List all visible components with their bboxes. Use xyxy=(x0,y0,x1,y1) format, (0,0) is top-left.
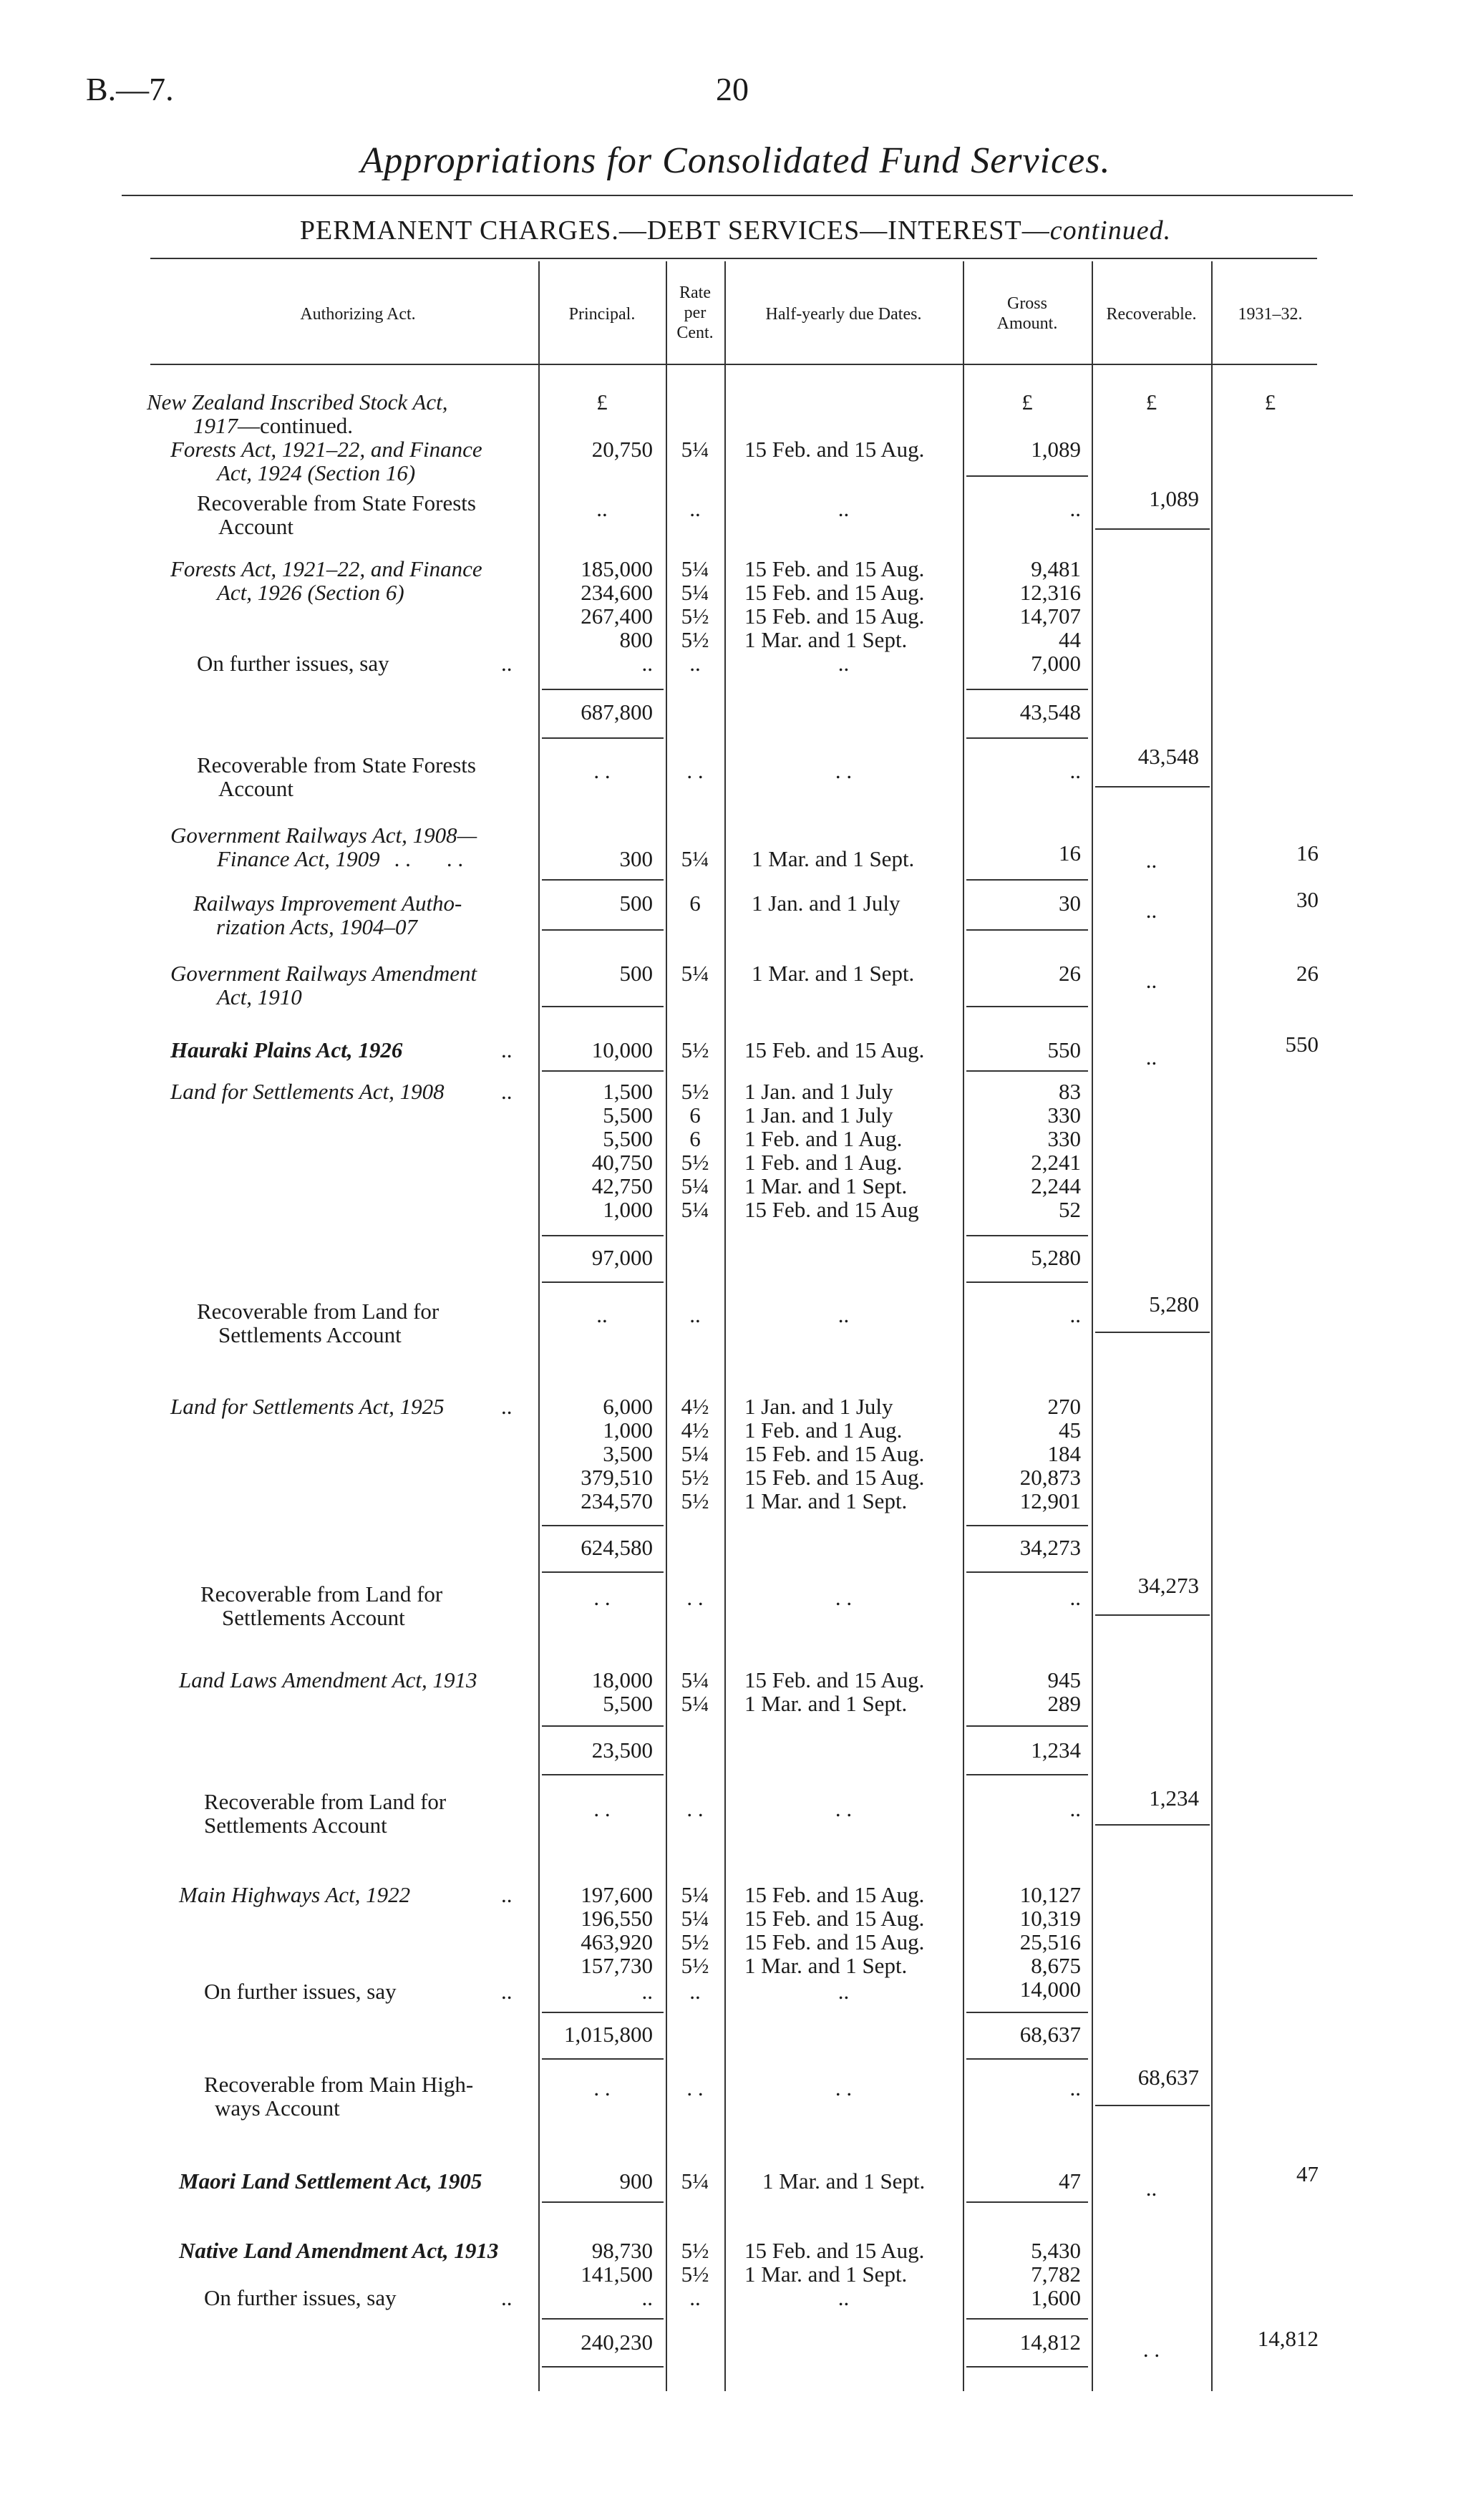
principal-value: 500 xyxy=(619,891,653,916)
act-government-railways-1908: Government Railways Act, 1908— Finance Act, 1909 . . . . xyxy=(170,823,477,871)
principal-underline xyxy=(542,1525,664,1526)
currency-principal: £ xyxy=(596,389,608,415)
dots: .. xyxy=(689,2285,701,2310)
principal-values: 197,600 196,550 463,920 157,730 xyxy=(581,1882,653,1978)
dots: . . xyxy=(686,758,704,783)
dots: .. xyxy=(596,1302,608,1327)
due-dates: 15 Feb. and 15 Aug. xyxy=(744,1037,925,1062)
gross-amount: 16 xyxy=(1059,840,1081,866)
gross-underline xyxy=(966,2058,1088,2060)
dots: .. xyxy=(1145,1045,1157,1070)
recoverable-amount: 1,234 xyxy=(1149,1785,1199,1811)
act-maori-land-settlement: Maori Land Settlement Act, 1905 xyxy=(179,2168,482,2194)
title-rule xyxy=(122,195,1353,196)
principal-total: 240,230 xyxy=(581,2330,653,2355)
rate-value: 5¼ xyxy=(681,846,709,871)
gross-total: 43,548 xyxy=(1019,699,1081,724)
principal-underline xyxy=(542,1571,664,1573)
gross-underline xyxy=(966,1006,1088,1007)
gross-amounts: 9,481 12,316 14,707 44 7,000 xyxy=(1019,556,1081,676)
document-reference: B.—7. xyxy=(86,71,174,107)
gross-amounts: 5,430 7,782 1,600 xyxy=(1031,2238,1081,2310)
further-issues-label: On further issues, say xyxy=(204,1979,397,2004)
dots: . . xyxy=(835,1796,853,1821)
principal-underline xyxy=(542,689,664,690)
gross-amount: 47 xyxy=(1059,2168,1081,2194)
act-land-for-settlements-1925: Land for Settlements Act, 1925 xyxy=(170,1394,445,1419)
gross-underline xyxy=(966,1571,1088,1573)
gross-underline xyxy=(966,2366,1088,2368)
principal-total: 23,500 xyxy=(591,1738,653,1763)
table-top-rule xyxy=(150,258,1317,259)
gross-underline xyxy=(966,1774,1088,1775)
dots: .. xyxy=(1069,758,1081,783)
gross-underline xyxy=(966,475,1088,477)
gross-underline xyxy=(966,1725,1088,1727)
gross-total: 68,637 xyxy=(1019,2022,1081,2047)
due-dates: 15 Feb. and 15 Aug. 1 Mar. and 1 Sept. xyxy=(744,2238,925,2287)
gross-amounts: 10,127 10,319 25,516 8,675 14,000 xyxy=(1019,1882,1081,2002)
dots: .. xyxy=(838,1302,850,1327)
rate-values: 5½ 5½ xyxy=(681,2238,709,2287)
principal-underline xyxy=(542,879,664,881)
dots: .. xyxy=(838,1979,850,2004)
page-number: 20 xyxy=(716,71,749,107)
dots: .. xyxy=(1069,496,1081,521)
dots: . . xyxy=(593,758,611,783)
act-forests-1924: Forests Act, 1921–22, and Finance Act, 1924 (Section 16) xyxy=(170,437,482,485)
recoverable-amount: 5,280 xyxy=(1149,1292,1199,1317)
recoverable-underline xyxy=(1095,1824,1210,1826)
due-dates: 15 Feb. and 15 Aug. 1 Mar. and 1 Sept. xyxy=(744,1667,925,1716)
dots: .. xyxy=(689,1979,701,2004)
gross-underline xyxy=(966,1525,1088,1526)
due-dates: 15 Feb. and 15 Aug. 15 Feb. and 15 Aug. 15 Feb. and 15 Aug. 1 Mar. and 1 Sept. xyxy=(744,1882,925,1978)
rate-values: 5¼ 5¼ 5½ 5½ xyxy=(681,1882,709,1978)
principal-underline xyxy=(542,2012,664,2013)
due-dates: 1 Mar. and 1 Sept. xyxy=(752,961,915,986)
gross-underline xyxy=(966,929,1088,931)
gross-total: 14,812 xyxy=(1019,2330,1081,2355)
due-dates: 15 Feb. and 15 Aug. 15 Feb. and 15 Aug. 15 Feb. and 15 Aug. 1 Mar. and 1 Sept. xyxy=(744,556,925,652)
leader-dots: .. xyxy=(501,1037,513,1062)
gross-total: 34,273 xyxy=(1019,1535,1081,1560)
principal-underline xyxy=(542,2201,664,2203)
rate-value: 5¼ xyxy=(681,437,709,462)
gross-amounts: 270 45 184 20,873 12,901 xyxy=(1019,1394,1081,1513)
act-main-highways: Main Highways Act, 1922 xyxy=(179,1882,411,1907)
principal-value: 300 xyxy=(619,846,653,871)
leader-dots: .. xyxy=(501,1979,513,2004)
dots: .. xyxy=(1069,1796,1081,1821)
due-dates: 1 Jan. and 1 July 1 Jan. and 1 July 1 Feb. and 1 Aug. 1 Feb. and 1 Aug. 1 Mar. and 1 Sept. 15 Feb. and 15 Aug xyxy=(744,1079,919,1222)
recoverable-amount: 34,273 xyxy=(1137,1573,1199,1598)
principal-underline xyxy=(542,1235,664,1236)
dots: . . xyxy=(593,1796,611,1821)
recoverable-underline xyxy=(1095,786,1210,788)
gross-underline xyxy=(966,1235,1088,1236)
dots: .. xyxy=(1069,1302,1081,1327)
principal-underline xyxy=(542,1774,664,1775)
principal-value: 20,750 xyxy=(591,437,653,462)
gross-underline xyxy=(966,2012,1088,2013)
col-header-principal: Principal. xyxy=(568,305,636,324)
principal-total: 624,580 xyxy=(581,1535,653,1560)
dots: .. xyxy=(1145,968,1157,993)
act-hauraki-plains: Hauraki Plains Act, 1926 xyxy=(170,1037,403,1062)
page-title: Appropriations for Consolidated Fund Services. xyxy=(360,140,1111,181)
dots: .. xyxy=(1145,848,1157,873)
leader-dots: .. xyxy=(501,1079,513,1104)
dots: . . xyxy=(835,2075,853,2100)
col-divider-year xyxy=(1211,261,1213,2391)
rate-values: 5¼ 5¼ xyxy=(681,1667,709,1716)
principal-underline xyxy=(542,1725,664,1727)
col-header-act: Authorizing Act. xyxy=(300,305,416,324)
gross-underline xyxy=(966,737,1088,739)
further-issues-label: On further issues, say xyxy=(204,2285,397,2310)
recoverable-underline xyxy=(1095,1614,1210,1616)
principal-underline xyxy=(542,2318,664,2320)
gross-underline xyxy=(966,689,1088,690)
col-header-recoverable: Recoverable. xyxy=(1106,305,1197,324)
gross-amount: 1,089 xyxy=(1031,437,1081,462)
due-dates: 1 Jan. and 1 July 1 Feb. and 1 Aug. 15 Feb. and 15 Aug. 15 Feb. and 15 Aug. 1 Mar. and 1 Sept. xyxy=(744,1394,925,1513)
recoverable-underline xyxy=(1095,2105,1210,2106)
due-dates: 1 Mar. and 1 Sept. xyxy=(762,2168,926,2194)
currency-recoverable: £ xyxy=(1145,389,1157,415)
col-header-dates: Half-yearly due Dates. xyxy=(765,305,922,324)
col-header-rate: Rate per Cent. xyxy=(676,284,714,342)
principal-total: 97,000 xyxy=(591,1245,653,1270)
recoverable-amount: 68,637 xyxy=(1137,2065,1199,2090)
col-header-gross: Gross Amount. xyxy=(996,294,1058,333)
year-amount: 550 xyxy=(1285,1032,1319,1057)
principal-total: 687,800 xyxy=(581,699,653,724)
leader-dots: .. xyxy=(501,1394,513,1419)
year-amount: 14,812 xyxy=(1257,2326,1319,2351)
act-land-for-settlements-1908: Land for Settlements Act, 1908 xyxy=(170,1079,445,1104)
gross-amount: 26 xyxy=(1059,961,1081,986)
principal-values: 98,730 141,500 xyxy=(581,2238,653,2287)
section-subtitle: PERMANENT CHARGES.—DEBT SERVICES—INTEREST—continued. xyxy=(299,215,1172,246)
dots: . . xyxy=(686,2075,704,2100)
recoverable-amount: 1,089 xyxy=(1149,486,1199,511)
gross-underline xyxy=(966,2201,1088,2203)
recoverable-land-settlements-label: Recoverable from Land for Settlements Account xyxy=(200,1581,443,1630)
principal-value: 500 xyxy=(619,961,653,986)
year-amount: 47 xyxy=(1296,2161,1319,2186)
currency-gross: £ xyxy=(1021,389,1033,415)
act-railways-improvement: Railways Improvement Autho- rization Acts, 1904–07 xyxy=(193,891,462,939)
principal-underline xyxy=(542,1070,664,1072)
gross-underline xyxy=(966,1070,1088,1072)
dots: .. xyxy=(1145,2176,1157,2201)
gross-amounts: 83 330 330 2,241 2,244 52 xyxy=(1031,1079,1081,1222)
act-government-railways-amendment: Government Railways Amendment Act, 1910 xyxy=(170,961,477,1009)
dots: . . xyxy=(593,2075,611,2100)
dots: . . xyxy=(835,1585,853,1610)
dots: .. xyxy=(596,496,608,521)
principal-values: 18,000 5,500 xyxy=(591,1667,653,1716)
further-issues-label: On further issues, say xyxy=(197,651,389,676)
principal-total: 1,015,800 xyxy=(564,2022,653,2047)
dots: .. xyxy=(838,651,850,676)
rate-value: 6 xyxy=(689,891,701,916)
dots: . . xyxy=(1142,2337,1160,2362)
principal-underline xyxy=(542,1006,664,1007)
act-nz-inscribed-stock: New Zealand Inscribed Stock Act, 1917—continued. xyxy=(147,389,448,438)
recoverable-land-settlements-label: Recoverable from Land for Settlements Account xyxy=(197,1299,440,1347)
principal-value: 10,000 xyxy=(591,1037,653,1062)
recoverable-amount: 43,548 xyxy=(1137,744,1199,769)
recoverable-land-settlements-label: Recoverable from Land for Settlements Account xyxy=(204,1789,447,1838)
col-header-year: 1931–32. xyxy=(1238,305,1303,324)
year-amount: 16 xyxy=(1296,840,1319,866)
dots: . . xyxy=(835,758,853,783)
rate-values: 5¼ 5¼ 5½ 5½ xyxy=(681,556,709,652)
principal-underline xyxy=(542,2058,664,2060)
header-bottom-rule xyxy=(150,364,1317,365)
act-forests-1926: Forests Act, 1921–22, and Finance Act, 1926 (Section 6) xyxy=(170,556,482,605)
year-amount: 26 xyxy=(1296,961,1319,986)
due-dates: 1 Mar. and 1 Sept. xyxy=(752,846,915,871)
dots: .. xyxy=(689,496,701,521)
due-dates: 15 Feb. and 15 Aug. xyxy=(744,437,925,462)
act-land-laws-amendment: Land Laws Amendment Act, 1913 xyxy=(179,1667,477,1692)
principal-underline xyxy=(542,2366,664,2368)
dots: .. xyxy=(689,651,701,676)
dots: .. xyxy=(1069,2075,1081,2100)
leader-dots: .. xyxy=(501,2285,513,2310)
recoverable-underline xyxy=(1095,1332,1210,1333)
dots: .. xyxy=(641,651,653,676)
principal-values: 1,500 5,500 5,500 40,750 42,750 1,000 xyxy=(591,1079,653,1222)
gross-total: 5,280 xyxy=(1031,1245,1081,1270)
recoverable-state-forests-label: Recoverable from State Forests Account xyxy=(197,752,476,801)
dots: .. xyxy=(641,1979,653,2004)
dots: .. xyxy=(689,1302,701,1327)
dots: .. xyxy=(838,496,850,521)
rate-value: 5¼ xyxy=(681,961,709,986)
due-dates: 1 Jan. and 1 July xyxy=(752,891,900,916)
year-amount: 30 xyxy=(1296,887,1319,912)
currency-year: £ xyxy=(1264,389,1276,415)
gross-amount: 30 xyxy=(1059,891,1081,916)
principal-underline xyxy=(542,737,664,739)
rate-value: 5½ xyxy=(681,1037,709,1062)
principal-value: 900 xyxy=(619,2168,653,2194)
leader-dots: .. xyxy=(501,651,513,676)
gross-amounts: 945 289 xyxy=(1047,1667,1081,1716)
principal-underline xyxy=(542,1281,664,1283)
gross-underline xyxy=(966,879,1088,881)
leader-dots: .. xyxy=(501,1882,513,1907)
principal-underline xyxy=(542,929,664,931)
rate-values: 4½ 4½ 5¼ 5½ 5½ xyxy=(681,1394,709,1513)
principal-values: 6,000 1,000 3,500 379,510 234,570 xyxy=(581,1394,653,1513)
dots: .. xyxy=(641,2285,653,2310)
rate-values: 5½ 6 6 5½ 5¼ 5¼ xyxy=(681,1079,709,1222)
recoverable-main-highways-label: Recoverable from Main High- ways Account xyxy=(204,2072,474,2121)
recoverable-underline xyxy=(1095,528,1210,530)
dots: . . xyxy=(593,1585,611,1610)
dots: . . xyxy=(686,1796,704,1821)
dots: .. xyxy=(1069,1585,1081,1610)
gross-underline xyxy=(966,1281,1088,1283)
dots: .. xyxy=(1145,898,1157,923)
recoverable-state-forests-label: Recoverable from State Forests Account xyxy=(197,490,476,539)
gross-underline xyxy=(966,2318,1088,2320)
principal-values: 185,000 234,600 267,400 800 xyxy=(581,556,653,652)
gross-total: 1,234 xyxy=(1031,1738,1081,1763)
rate-value: 5¼ xyxy=(681,2168,709,2194)
dots: . . xyxy=(686,1585,704,1610)
gross-amount: 550 xyxy=(1047,1037,1081,1062)
act-native-land-amendment: Native Land Amendment Act, 1913 xyxy=(179,2238,499,2263)
dots: .. xyxy=(838,2285,850,2310)
